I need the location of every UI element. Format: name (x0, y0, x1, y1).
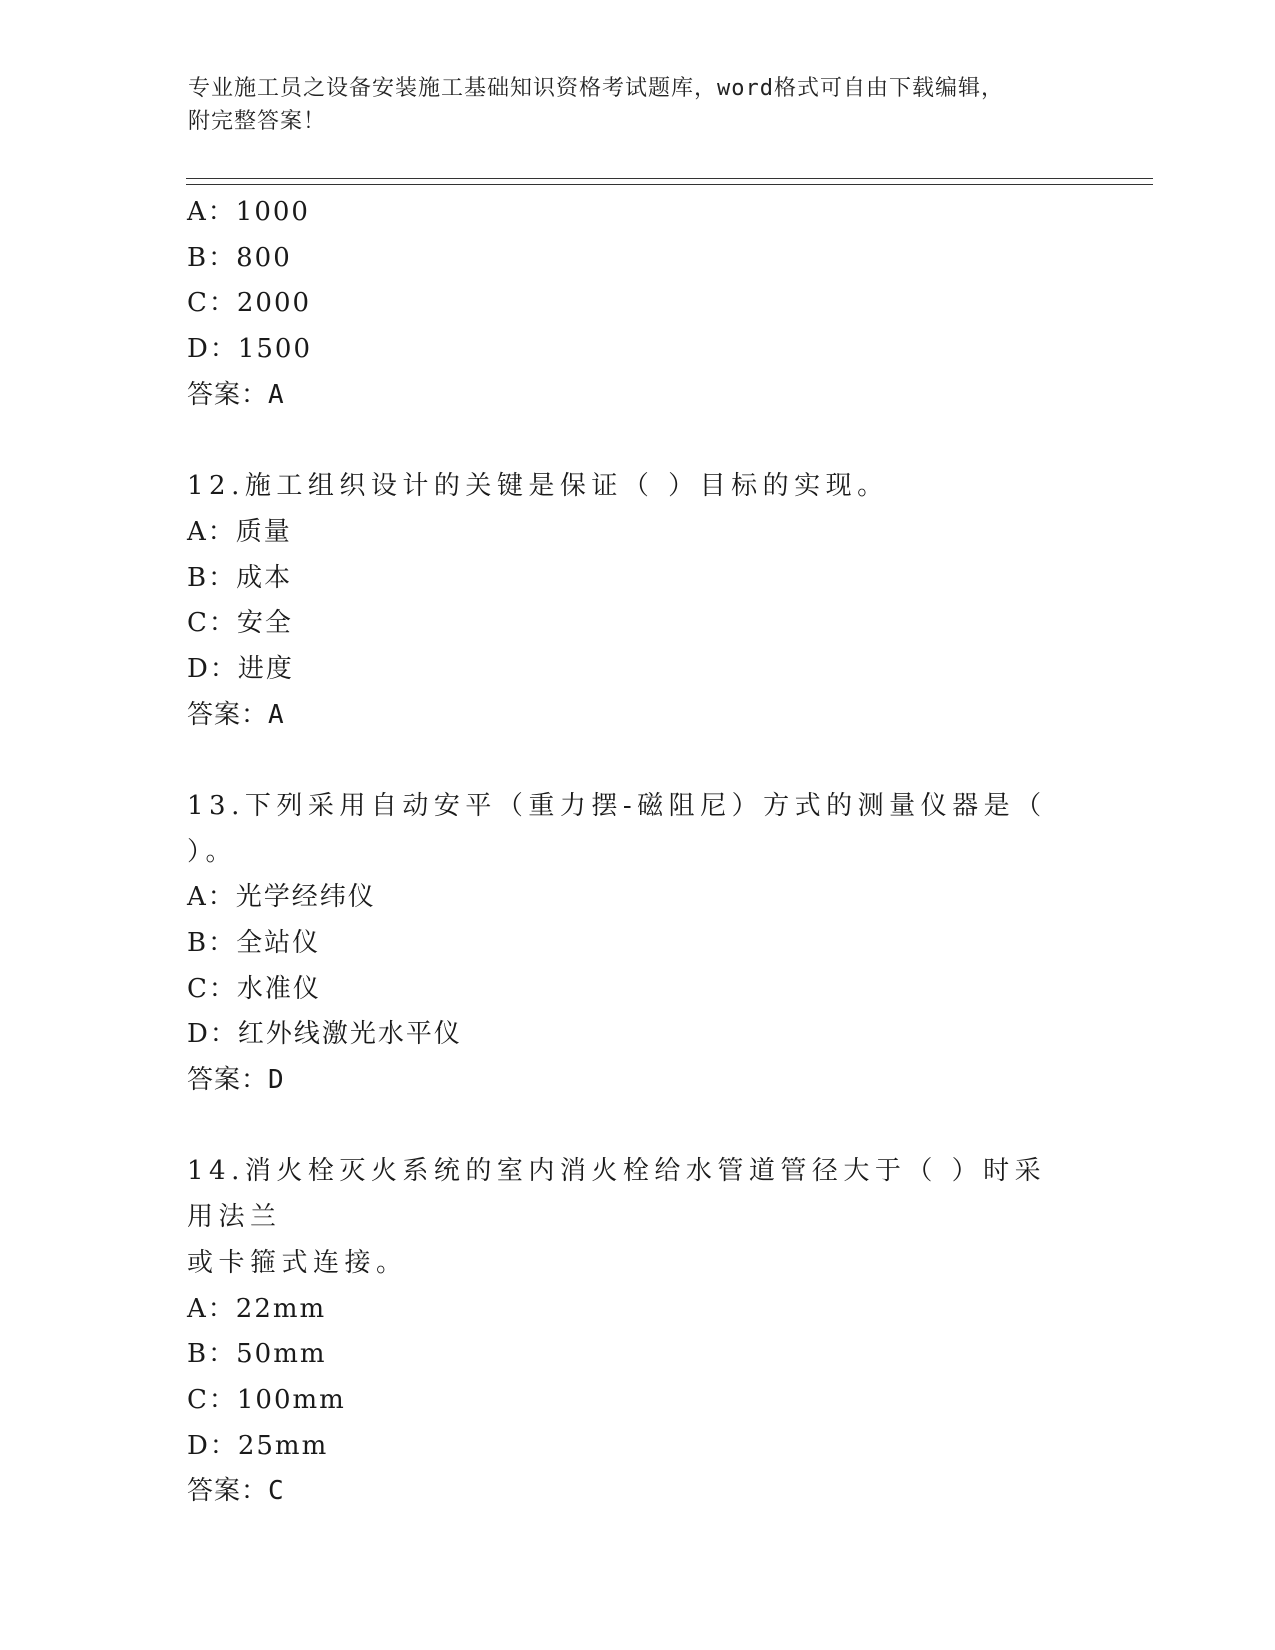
header-divider (186, 178, 1153, 185)
q11-option-d: D：1500 (187, 334, 313, 365)
question-list (187, 190, 1167, 1515)
q13-answer: 答案：D (187, 1065, 285, 1096)
spacer (187, 418, 1167, 464)
question-11 (187, 190, 1167, 418)
q11-option-b: B：800 (187, 242, 292, 273)
q14-option-b: B：50mm (187, 1339, 327, 1370)
q14-option-d: D：25mm (187, 1430, 329, 1461)
q13-option-a: A：光学经纬仪 (187, 882, 376, 913)
spacer (187, 1104, 1167, 1150)
question-12 (187, 464, 1167, 738)
q11-option-c: C：2000 (187, 288, 312, 319)
spacer (187, 738, 1167, 784)
q14-question-text-line-2: 或卡箍式连接。 (187, 1247, 408, 1278)
header-title-line-2: 附完整答案！ (188, 109, 327, 134)
q12-option-b: B：成本 (187, 562, 293, 593)
q14-option-a: A：22mm (187, 1293, 327, 1324)
q12-option-d: D：进度 (187, 653, 294, 684)
q11-option-a: A：1000 (187, 197, 310, 227)
q13-question-text: 13.下列采用自动安平（重力摆-磁阻尼）方式的测量仪器是（ ）。 (187, 790, 1047, 867)
q14-option-c: C：100mm (187, 1384, 346, 1415)
q13-option-d: D：红外线激光水平仪 (187, 1019, 462, 1050)
q14-question-text-line-1: 14.消火栓灭火系统的室内消火栓给水管道管径大于（ ）时采用法兰 (187, 1156, 1047, 1233)
document-header (188, 72, 1088, 138)
header-title-line-1: 专业施工员之设备安装施工基础知识资格考试题库，word格式可自由下载编辑， (188, 76, 1004, 101)
q12-option-c: C：安全 (187, 608, 293, 639)
question-13 (187, 784, 1167, 1104)
q14-answer: 答案：C (187, 1476, 285, 1507)
question-14 (187, 1149, 1167, 1515)
q12-option-a: A：质量 (187, 516, 292, 547)
q13-option-c: C：水准仪 (187, 973, 321, 1004)
q11-answer: 答案：A (187, 379, 285, 410)
q12-question-text: 12.施工组织设计的关键是保证（ ）目标的实现。 (187, 471, 889, 502)
q12-answer: 答案：A (187, 699, 285, 730)
q13-option-b: B：全站仪 (187, 928, 321, 959)
